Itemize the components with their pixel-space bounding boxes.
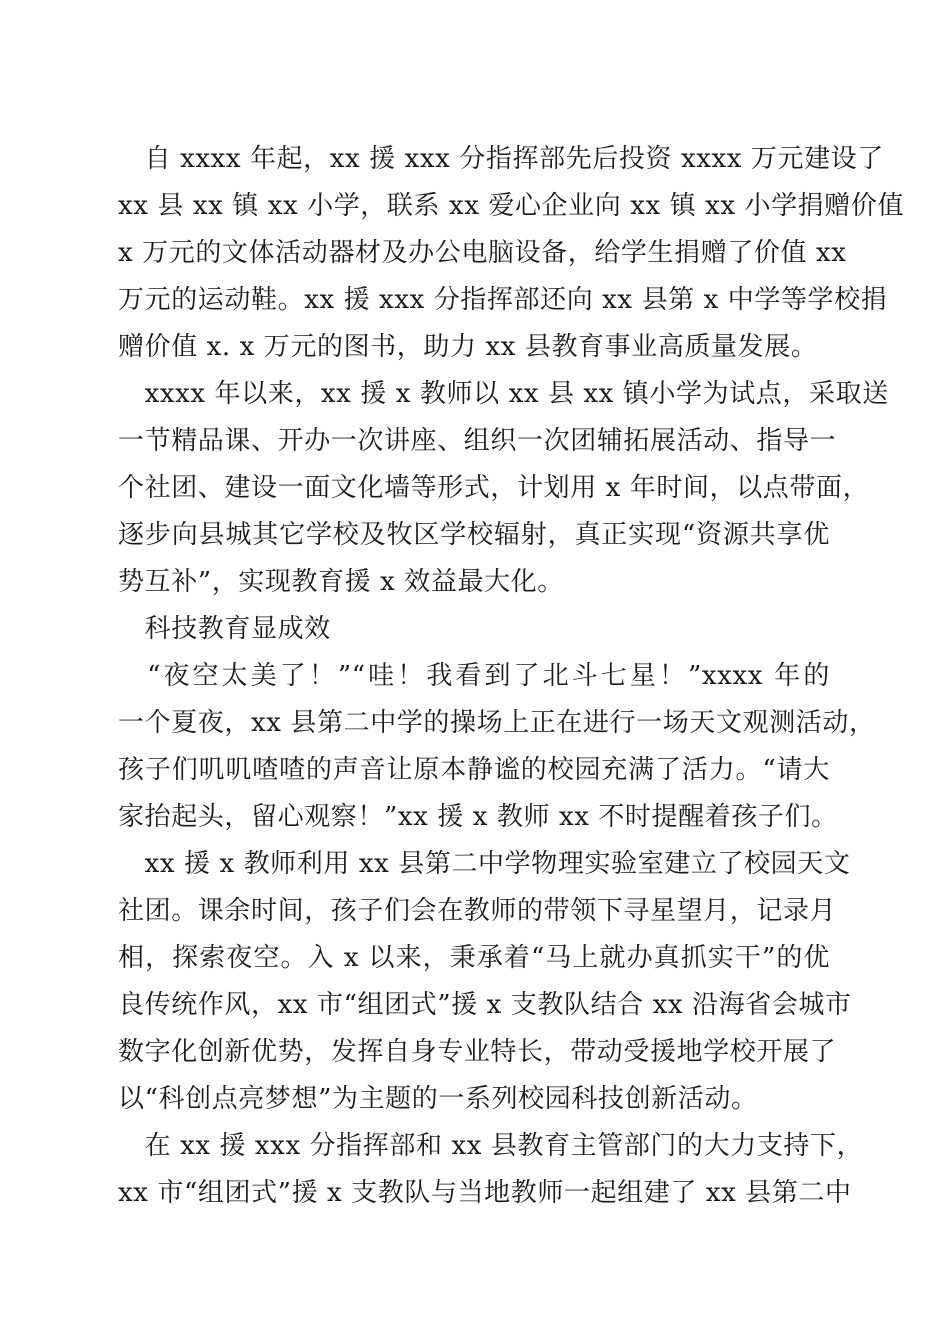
text-line: 数字化创新优势，发挥自身专业特长，带动受援地学校开展了 — [118, 1037, 837, 1067]
text-line: x 万元的文体活动器材及办公电脑设备，给学生捐赠了价值 xx — [118, 238, 847, 268]
text-line: 逐步向县城其它学校及牧区学校辐射，真正实现“资源共享优 — [118, 520, 830, 550]
text-line: xx 市“组团式”援 x 支教队与当地教师一起组建了 xx 县第二中 — [118, 1178, 852, 1208]
text-line: 以“科创点亮梦想”为主题的一系列校园科技创新活动。 — [118, 1084, 758, 1114]
section-heading: 科技教育显成效 — [118, 614, 331, 644]
text-line: 家抬起头，留心观察！”xx 援 x 教师 xx 不时提醒着孩子们。 — [118, 802, 838, 832]
text-line: 势互补”，实现教育援 x 效益最大化。 — [118, 567, 564, 597]
text-line: 一节精品课、开办一次讲座、组织一次团辅拓展活动、指导一 — [118, 426, 837, 456]
text-line: 良传统作风，xx 市“组团式”援 x 支教队结合 xx 沿海省会城市 — [118, 990, 852, 1020]
text-line: xx 县 xx 镇 xx 小学，联系 xx 爱心企业向 xx 镇 xx 小学捐赠价值 — [118, 191, 905, 221]
text-line: 万元的运动鞋。xx 援 xxx 分指挥部还向 xx 县第 x 中学等学校捐 — [118, 285, 888, 315]
body-text — [118, 136, 905, 1217]
text-line: 在 xx 援 xxx 分指挥部和 xx 县教育主管部门的大力支持下， — [118, 1131, 864, 1161]
text-line: 自 xxxx 年起，xx 援 xxx 分指挥部先后投资 xxxx 万元建设了 — [118, 144, 884, 174]
text-line: 社团。课余时间，孩子们会在教师的带领下寻星望月，记录月 — [118, 896, 837, 926]
text-line: 相，探索夜空。入 x 以来，秉承着“马上就办真抓实干”的优 — [118, 943, 830, 973]
text-line: 个社团、建设一面文化墙等形式，计划用 x 年时间，以点带面， — [118, 473, 870, 503]
text-line: 孩子们叽叽喳喳的声音让原本静谧的校园充满了活力。“请大 — [118, 755, 830, 785]
text-line: xxxx 年以来，xx 援 x 教师以 xx 县 xx 镇小学为试点，采取送 — [118, 379, 889, 409]
text-line: 一个夏夜，xx 县第二中学的操场上正在进行一场天文观测活动， — [118, 708, 876, 738]
text-line: 赠价值 x. x 万元的图书，助力 xx 县教育事业高质量发展。 — [118, 332, 818, 362]
text-line: xx 援 x 教师利用 xx 县第二中学物理实验室建立了校园天文 — [118, 849, 851, 879]
text-line: “夜空太美了！”“哇！我看到了北斗七星！”xxxx 年的 — [118, 661, 830, 691]
